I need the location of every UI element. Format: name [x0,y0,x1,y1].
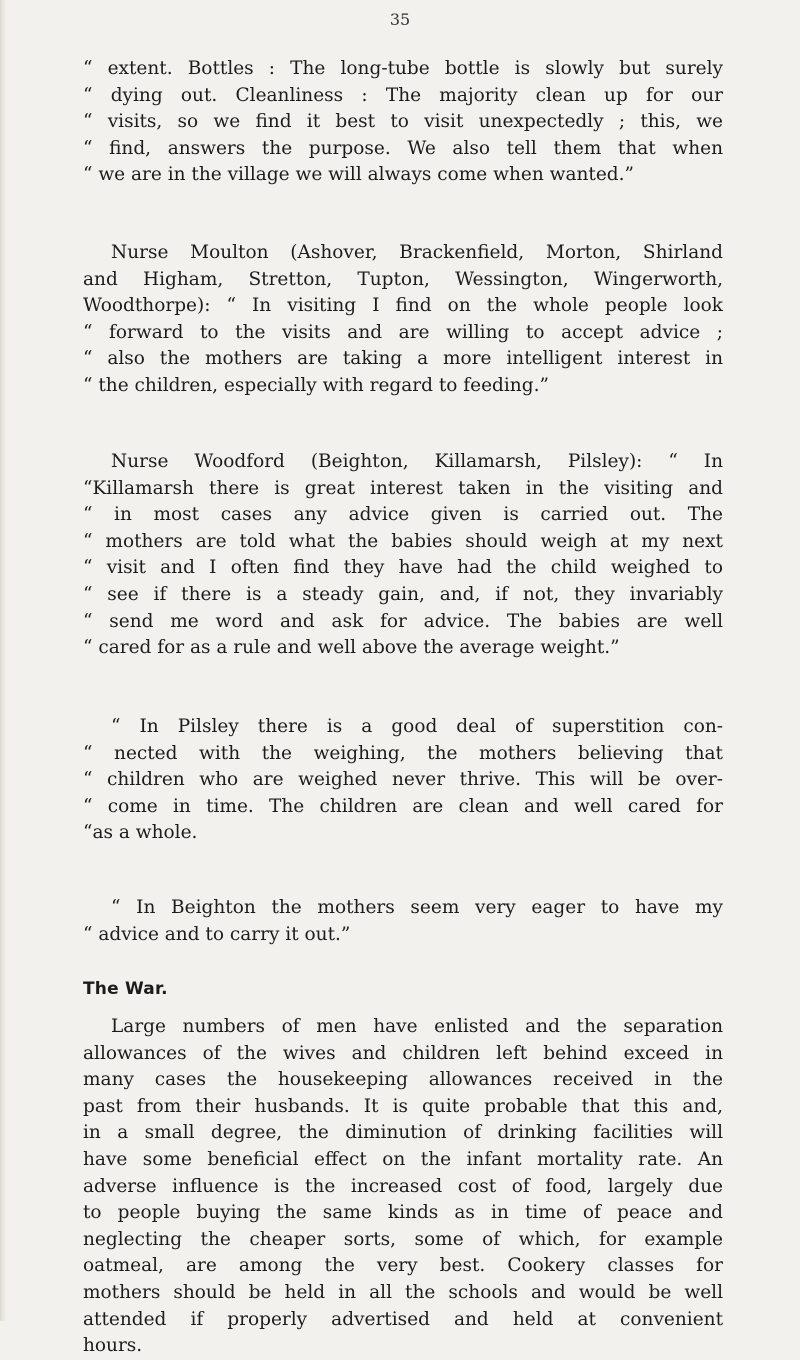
text-line: neglecting the cheaper sorts, some of which, for example [83,1228,723,1250]
text-line: “ In Pilsley there is a good deal of superstition con- [111,716,723,737]
text-line: “as a whole. [83,822,198,844]
paragraph-pilsley [83,714,723,847]
text-line: “ visits, so we find it best to visit unexpectedly ; this, we [83,111,723,133]
text-line: “ also the mothers are taking a more intelligent interest in [83,348,723,370]
text-line: attended if properly advertised and held at convenient [83,1308,723,1330]
text-line: “ come in time. The children are clean and well cared for [83,795,723,817]
text-line: “Killamarsh there is great interest taken in the visiting and [83,477,723,499]
text-line: “ In Beighton the mothers seem very eager to have my [111,897,723,918]
text-line: “ forward to the visits and are willing to accept advice ; [83,321,723,343]
paragraph-the-war [83,1014,723,1360]
text-line: “ cared for as a rule and well above the average weight.” [83,637,620,659]
section-heading: The War. [83,979,168,999]
scan-edge-shadow [0,0,6,1321]
text-line: have some beneficial effect on the infant mortality rate. An [83,1148,723,1170]
text-line: “ visit and I often find they have had the child weighed to [83,557,723,579]
text-line: adverse influence is the increased cost of food, largely due [83,1175,723,1197]
text-line: Nurse Moulton (Ashover, Brackenfield, Morton, Shirland [111,242,723,263]
text-line: “ send me word and ask for advice. The babies are well [83,610,723,632]
text-line: Nurse Woodford (Beighton, Killamarsh, Pilsley): “ In [111,451,723,472]
text-line: “ we are in the village we will always come when wanted.” [83,164,634,186]
text-line: “ dying out. Cleanliness : The majority clean up for our [83,84,723,106]
text-line: allowances of the wives and children left behind exceed in [83,1042,723,1064]
section-heading-the-war [83,976,723,1003]
text-line: “ mothers are told what the babies should weigh at my next [83,530,723,552]
page-number: 35 [389,10,411,29]
text-line: Large numbers of men have enlisted and the separation [111,1016,723,1037]
text-line: many cases the housekeeping allowances received in the [83,1069,723,1091]
text-line: oatmeal, are among the very best. Cookery classes for [83,1255,723,1277]
text-line: “ in most cases any advice given is carried out. The [83,504,723,526]
text-line: past from their husbands. It is quite probable that this and, [83,1095,723,1117]
paragraph-nurse-moulton [83,240,723,400]
text-line: to people buying the same kinds as in time of peace and [83,1202,723,1224]
text-line: “ nected with the weighing, the mothers believing that [83,742,723,764]
paragraph-beighton [83,895,723,948]
text-line: “ the children, especially with regard to feeding.” [83,374,549,396]
text-line: “ children who are weighed never thrive. This will be over- [83,769,723,791]
paragraph-bottles-cleanliness [83,56,723,189]
text-line: hours. [83,1335,143,1357]
text-line: “ find, answers the purpose. We also tell them that when [83,137,723,159]
text-line: “ advice and to carry it out.” [83,923,351,945]
text-line: in a small degree, the diminution of drinking facilities will [83,1122,723,1144]
text-line: mothers should be held in all the schools and would be well [83,1281,723,1303]
text-line: and Higham, Stretton, Tupton, Wessington, Wingerworth, [83,268,723,290]
text-line: “ extent. Bottles : The long-tube bottle is slowly but surely [83,58,723,79]
paragraph-nurse-woodford [83,449,723,662]
text-line: Woodthorpe): “ In visiting I find on the whole people look [83,295,723,317]
text-line: “ see if there is a steady gain, and, if not, they invariably [83,583,723,605]
